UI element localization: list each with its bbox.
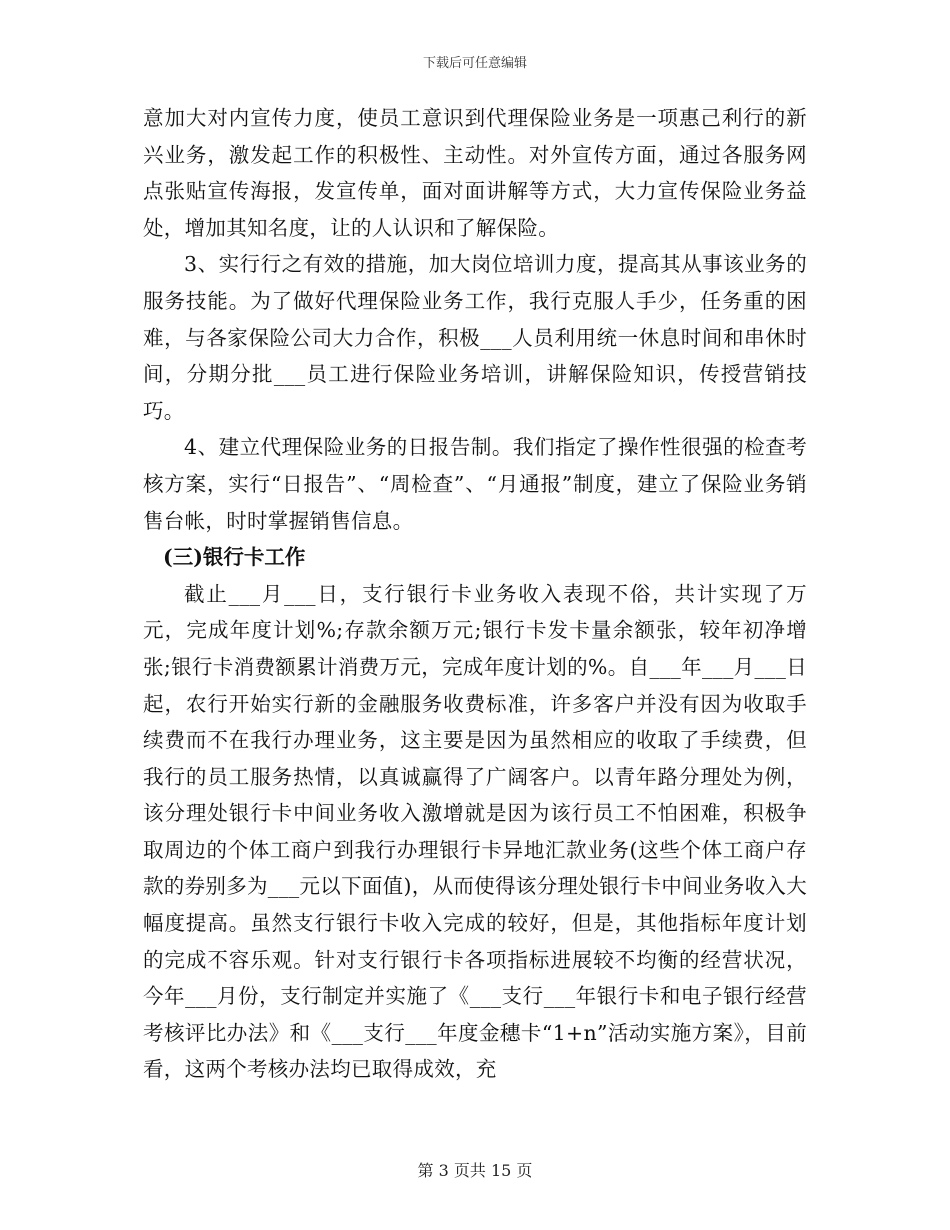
paragraph-publicity: 意加大对内宣传力度，使员工意识到代理保险业务是一项惠己利行的新兴业务，激发起工作的积极性、主动性。对外宣传方面，通过各服务网点张贴宣传海报，发宣传单，面对面讲解等方式，大力宣传保险业务益处，增加其知名度，让的人认识和了解保险。 [143,106,807,240]
paragraph-training: 3、实行行之有效的措施，加大岗位培训力度，提高其从事该业务的服务技能。为了做好代理保险业务工作，我行克服人手少，任务重的困难，与各家保险公司大力合作，积极___人员利用统一休息时间和串休时间，分期分批___员工进行保险业务培训，讲解保险知识，传授营销技巧。 [143,252,807,423]
page-header: 下载后可任意编辑 [422,56,527,71]
paragraph-daily-report: 4、建立代理保险业务的日报告制。我们指定了操作性很强的检查考核方案，实行“日报告”、“周检查”、“月通报”制度，建立了保险业务销售台帐，时时掌握销售信息。 [143,435,807,533]
document-body [143,100,807,1088]
paragraph-bank-card: 截止___月___日，支行银行卡业务收入表现不俗，共计实现了万元，完成年度计划%;存款余额万元;银行卡发卡量余额张，较年初净增张;银行卡消费额累计消费万元，完成年度计划的%。自___年___月___日起，农行开始实行新的金融服务收费标准，许多客户并没有因为收取手续费而不在我行办理业务，这主要是因为虽然相应的收取了手续费，但我行的员工服务热情，以真诚赢得了广阔客户。以青年路分理处为例，该分理处银行卡中间业务收入激增就是因为该行员工不怕困难，积极争取周边的个体工商户到我行办理银行卡异地汇款业务(这些个体工商户存款的券别多为___元以下面值)，从而使得该分理处银行卡中间业务收入大幅度提高。虽然支行银行卡收入完成的较好，但是，其他指标年度计划的完成不容乐观。针对支行银行卡各项指标进展较不均衡的经营状况，今年___月份，支行制定并实施了《___支行___年银行卡和电子银行经营考核评比办法》和《___支行___年度金穗卡“1+n”活动实施方案》，目前看，这两个考核办法均已取得成效，充 [143,581,807,1082]
section-heading-bank-card: (三)银行卡工作 [163,545,306,570]
page-footer: 第 3 页共 15 页 [417,1161,533,1180]
